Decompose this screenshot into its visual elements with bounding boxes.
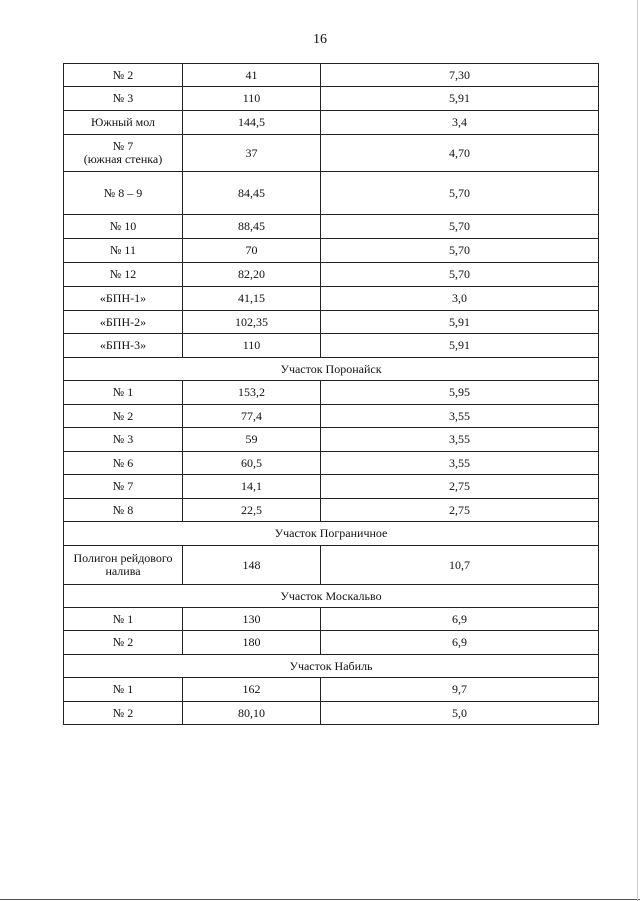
berth-name-cell: № 1 [64, 381, 183, 405]
length-cell: 180 [183, 631, 321, 655]
berth-name-cell: № 11 [64, 239, 183, 263]
berth-depth-table [63, 63, 599, 725]
length-cell: 22,5 [183, 499, 321, 522]
table-row [64, 239, 599, 263]
length-cell: 77,4 [183, 405, 321, 428]
table-row [64, 405, 599, 428]
length-cell: 153,2 [183, 381, 321, 405]
table-row [64, 428, 599, 452]
length-cell: 59 [183, 428, 321, 452]
berth-name-cell: № 2 [64, 702, 183, 725]
berth-name-cell: № 1 [64, 678, 183, 702]
section-title: Участок Набиль [64, 655, 599, 678]
length-cell: 88,45 [183, 215, 321, 239]
length-cell: 70 [183, 239, 321, 263]
depth-cell: 7,30 [321, 64, 599, 87]
depth-cell: 3,55 [321, 428, 599, 452]
berth-name-cell: № 2 [64, 64, 183, 87]
length-cell: 82,20 [183, 263, 321, 287]
length-cell: 80,10 [183, 702, 321, 725]
section-header-row [64, 585, 599, 608]
berth-name-cell: № 8 – 9 [64, 172, 183, 215]
length-cell: 41,15 [183, 287, 321, 311]
length-cell: 110 [183, 334, 321, 358]
depth-cell: 3,55 [321, 405, 599, 428]
table-row [64, 381, 599, 405]
section-title: Участок Пограничное [64, 522, 599, 546]
table-row [64, 111, 599, 135]
depth-cell: 6,9 [321, 608, 599, 631]
depth-cell: 3,55 [321, 452, 599, 475]
berth-name-cell: № 12 [64, 263, 183, 287]
table-row [64, 87, 599, 111]
page-number: 16 [313, 32, 327, 47]
scan-right-edge [637, 0, 638, 901]
table-row [64, 678, 599, 702]
length-cell: 84,45 [183, 172, 321, 215]
table-row [64, 702, 599, 725]
berth-name-cell: № 3 [64, 428, 183, 452]
berth-name-cell: № 6 [64, 452, 183, 475]
table-row [64, 311, 599, 334]
depth-cell: 10,7 [321, 546, 599, 585]
table-row [64, 499, 599, 522]
table-body [64, 64, 599, 725]
berth-name-cell: № 2 [64, 631, 183, 655]
length-cell: 102,35 [183, 311, 321, 334]
length-cell: 130 [183, 608, 321, 631]
section-title: Участок Поронайск [64, 358, 599, 381]
berth-name-cell: «БПН-1» [64, 287, 183, 311]
depth-cell: 5,91 [321, 87, 599, 111]
table-row [64, 287, 599, 311]
table-row [64, 608, 599, 631]
berth-name-cell: № 7 (южная стенка) [64, 135, 183, 172]
depth-cell: 5,91 [321, 311, 599, 334]
length-cell: 41 [183, 64, 321, 87]
length-cell: 110 [183, 87, 321, 111]
depth-cell: 3,4 [321, 111, 599, 135]
berth-name-cell: № 7 [64, 475, 183, 499]
table-row [64, 546, 599, 585]
table-row [64, 263, 599, 287]
table-row [64, 334, 599, 358]
table-row [64, 215, 599, 239]
berth-name-cell: Полигон рейдового налива [64, 546, 183, 585]
depth-cell: 5,70 [321, 263, 599, 287]
section-header-row [64, 522, 599, 546]
table-row [64, 135, 599, 172]
scan-bottom-edge [0, 899, 640, 900]
table-row [64, 172, 599, 215]
length-cell: 37 [183, 135, 321, 172]
depth-cell: 5,95 [321, 381, 599, 405]
depth-cell: 5,70 [321, 239, 599, 263]
length-cell: 162 [183, 678, 321, 702]
depth-cell: 3,0 [321, 287, 599, 311]
depth-cell: 2,75 [321, 475, 599, 499]
depth-cell: 9,7 [321, 678, 599, 702]
table-row [64, 475, 599, 499]
berth-name-cell: Южный мол [64, 111, 183, 135]
depth-cell: 5,91 [321, 334, 599, 358]
length-cell: 60,5 [183, 452, 321, 475]
berth-name-cell: № 8 [64, 499, 183, 522]
berth-name-cell: № 2 [64, 405, 183, 428]
berth-name-cell: «БПН-2» [64, 311, 183, 334]
depth-cell: 6,9 [321, 631, 599, 655]
depth-cell: 5,70 [321, 172, 599, 215]
depth-cell: 5,0 [321, 702, 599, 725]
length-cell: 148 [183, 546, 321, 585]
table-row [64, 452, 599, 475]
berth-name-cell: № 10 [64, 215, 183, 239]
berth-name-cell: № 1 [64, 608, 183, 631]
depth-cell: 5,70 [321, 215, 599, 239]
table-row [64, 64, 599, 87]
depth-cell: 2,75 [321, 499, 599, 522]
berth-name-cell: «БПН-3» [64, 334, 183, 358]
table-row [64, 631, 599, 655]
berth-name-cell: № 3 [64, 87, 183, 111]
section-header-row [64, 358, 599, 381]
length-cell: 14,1 [183, 475, 321, 499]
section-title: Участок Москальво [64, 585, 599, 608]
section-header-row [64, 655, 599, 678]
length-cell: 144,5 [183, 111, 321, 135]
depth-cell: 4,70 [321, 135, 599, 172]
